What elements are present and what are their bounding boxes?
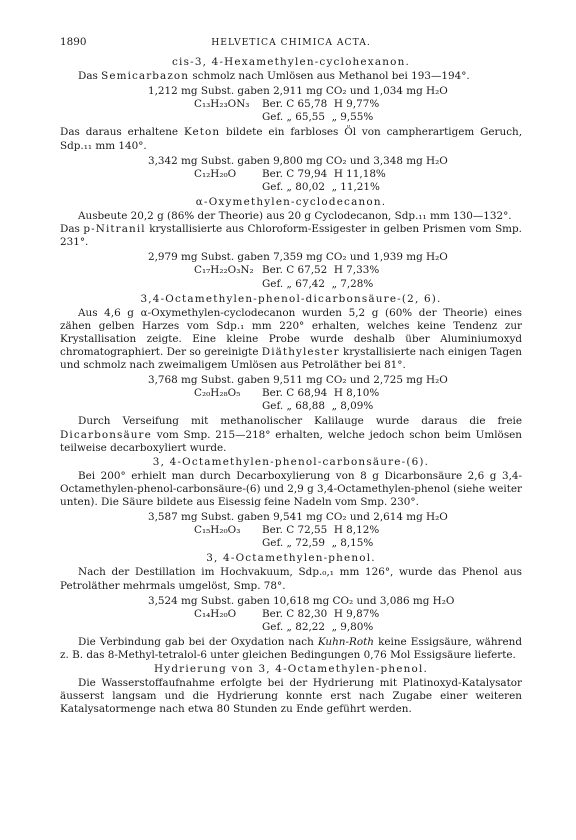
analysis-measurement: 3,587 mg Subst. gaben 9,541 mg CO₂ und 2,614 mg H₂O xyxy=(148,511,448,524)
found-values: Gef. „ 65,55 „ 9,55% xyxy=(262,111,374,124)
journal-title: HELVETICA CHIMICA ACTA. xyxy=(211,37,371,48)
paragraph-destillation: Nach der Destillation im Hochvakuum, Sdp.₀,₁ mm 126°, wurde das Phenol aus Petroläther mehrmals umgelöst, Smp. 78°. xyxy=(60,566,522,592)
paragraph-hydrierung: Die Wasserstoffaufnahme erfolgte bei der Hydrierung mit Platinoxyd-Katalysator äusserst langsam und die Hydrierung konnte erst nach Zugabe einer weiteren Katalysatormenge nach etwa 80 Stunden zu Ende geführt werden. xyxy=(60,677,522,716)
molecular-formula: C₂₀H₂₈O₅ xyxy=(194,387,241,400)
analysis-measurement: 2,979 mg Subst. gaben 7,359 mg CO₂ und 1,939 mg H₂O xyxy=(148,251,448,264)
molecular-formula: C₁₂H₂₀O xyxy=(194,167,237,180)
analysis-block-diaethylester xyxy=(60,374,522,413)
calculated-values: Ber. C 82,30 H 9,87% xyxy=(262,607,380,620)
found-values: Gef. „ 72,59 „ 8,15% xyxy=(262,537,374,550)
running-head xyxy=(60,36,522,50)
paragraph-verseifung: Durch Verseifung mit methanolischer Kalilauge wurde daraus die freie Dicarbonsäure vom Smp. 215—218° erhalten, welche jedoch schon beim Umlösen teilweise decarboxyliert wurde. xyxy=(60,415,522,454)
paragraph-oxydation: Die Verbindung gab bei der Oxydation nach Kuhn-Roth keine Essigsäure, während z. B. das 8-Methyl-tetralol-6 unter gleichen Bedingungen 0,76 Mol Essigsäure lieferte. xyxy=(60,635,522,662)
paragraph-nitranil: Das p-Nitranil krystallisierte aus Chloroform-Essigester in gelben Prismen vom Smp. 231°. xyxy=(60,223,522,249)
analysis-measurement: 1,212 mg Subst. gaben 2,911 mg CO₂ und 1,034 mg H₂O xyxy=(148,85,448,98)
section-heading-oxymethylen-cyclodecanon: α-Oxymethylen-cyclodecanon. xyxy=(195,195,387,208)
molecular-formula: C₁₅H₂₀O₃ xyxy=(194,524,241,537)
analysis-block-nitranil xyxy=(60,251,522,290)
section-heading-carbonsaeure: 3, 4-Octamethylen-phenol-carbonsäure-(6). xyxy=(152,455,430,468)
found-values: Gef. „ 80,02 „ 11,21% xyxy=(262,180,380,193)
found-values: Gef. „ 82,22 „ 9,80% xyxy=(262,620,374,633)
analysis-measurement: 3,768 mg Subst. gaben 9,511 mg CO₂ und 2,725 mg H₂O xyxy=(148,374,448,387)
analysis-block-semicarbazon xyxy=(60,85,522,124)
molecular-formula: C₁₃H₂₃ON₃ xyxy=(194,98,250,111)
calculated-values: Ber. C 79,94 H 11,18% xyxy=(262,167,386,180)
analysis-block-phenol xyxy=(60,595,522,634)
section-heading-hexamethylen-cyclohexanon: cis-3, 4-Hexamethylen-cyclohexanon. xyxy=(172,56,410,68)
found-values: Gef. „ 67,42 „ 7,28% xyxy=(262,277,374,290)
analysis-measurement: 3,524 mg Subst. gaben 10,618 mg CO₂ und 3,086 mg H₂O xyxy=(148,594,455,607)
molecular-formula: C₁₄H₂₀O xyxy=(194,607,237,620)
section-heading-hydrierung: Hydrierung von 3, 4-Octamethylen-phenol. xyxy=(154,663,428,676)
calculated-values: Ber. C 68,94 H 8,10% xyxy=(262,387,380,400)
calculated-values: Ber. C 65,78 H 9,77% xyxy=(262,98,380,111)
analysis-block-carbonsaeure xyxy=(60,511,522,550)
section-heading-dicarbonsaeure: 3,4-Octamethylen-phenol-dicarbonsäure-(2, 6). xyxy=(140,292,442,305)
calculated-values: Ber. C 67,52 H 7,33% xyxy=(262,264,380,277)
author-name-emphasis: Kuhn-Roth xyxy=(317,635,374,648)
paragraph-keton: Das daraus erhaltene Keton bildete ein farbloses Öl von campherartigem Geruch, Sdp.₁₁ mm 140°. xyxy=(60,126,523,152)
section-heading-octamethylen-phenol: 3, 4-Octamethylen-phenol. xyxy=(206,552,376,565)
analysis-measurement: 3,342 mg Subst. gaben 9,800 mg CO₂ und 3,348 mg H₂O xyxy=(148,154,448,167)
molecular-formula: C₁₇H₂₂O₃N₂ xyxy=(194,264,254,277)
paragraph-diaethylester: Aus 4,6 g α-Oxymethylen-cyclodecanon wurden 5,2 g (60% der Theorie) eines zähen gelben Harzes vom Sdp.₁ mm 220° erhalten, welches keine Tendenz zur Krystallisation zeigte. Eine kleine Probe wurde deshalb über Aluminiumoxyd chromatographiert. Der so gereinigte Diäthylester krystallisierte nach einigen Tagen und schmolz nach zweimaligem Umlösen aus Petroläther bei 81°. xyxy=(60,306,522,372)
analysis-block-keton xyxy=(60,155,522,194)
paragraph-semicarbazon: Das Semicarbazon schmolz nach Umlösen aus Methanol bei 193—194°. xyxy=(78,70,470,83)
calculated-values: Ber. C 72,55 H 8,12% xyxy=(262,524,380,537)
found-values: Gef. „ 68,88 „ 8,09% xyxy=(262,400,374,413)
paragraph-ausbeute: Ausbeute 20,2 g (86% der Theorie) aus 20 g Cyclodecanon, Sdp.₁₁ mm 130—132°. xyxy=(78,210,512,223)
page-number: 1890 xyxy=(60,36,87,48)
paragraph-decarboxylierung: Bei 200° erhielt man durch Decarboxylierung von 8 g Dicarbonsäure 2,6 g 3,4-Octamethylen-phenol-carbonsäure-(6) und 2,9 g 3,4-Octamethylen-phenol (siehe weiter unten). Die Säure bildete aus Eisessig feine Nadeln vom Smp. 230°. xyxy=(60,469,522,508)
